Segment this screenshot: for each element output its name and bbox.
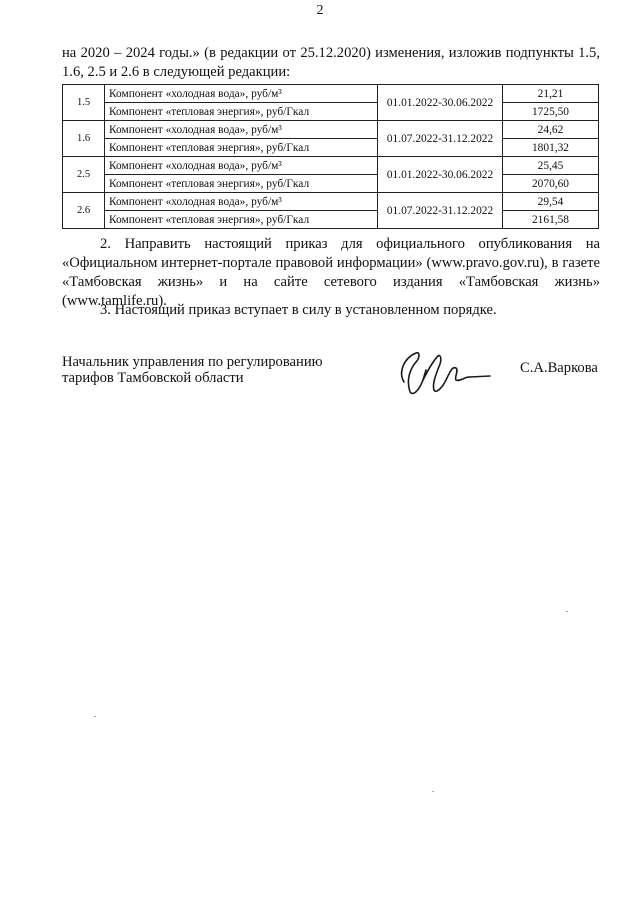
tariff-value: 2070,60 bbox=[503, 175, 599, 193]
scan-speck bbox=[94, 716, 96, 717]
table-row bbox=[63, 121, 599, 139]
signer-name: С.А.Варкова bbox=[520, 360, 598, 376]
tariff-value: 1725,50 bbox=[503, 103, 599, 121]
component-label: Компонент «холодная вода», руб/м³ bbox=[105, 193, 378, 211]
signer-position bbox=[62, 354, 323, 386]
item-number: 1.6 bbox=[63, 121, 105, 157]
intro-text: на 2020 – 2024 годы.» (в редакции от 25.12.2020) изменения, изложив подпункты 1.5, 1.6, 2.5 и 2.6 в следующей редакции: bbox=[62, 45, 600, 80]
period-cell: 01.01.2022-30.06.2022 bbox=[378, 85, 503, 121]
item-number: 2.5 bbox=[63, 157, 105, 193]
table-row bbox=[63, 139, 599, 157]
component-label: Компонент «тепловая энергия», руб/Гкал bbox=[105, 211, 378, 229]
item-number: 2.6 bbox=[63, 193, 105, 229]
component-label: Компонент «холодная вода», руб/м³ bbox=[105, 121, 378, 139]
period-cell: 01.01.2022-30.06.2022 bbox=[378, 157, 503, 193]
signer-position-line: Начальник управления по регулированию bbox=[62, 354, 323, 370]
component-label: Компонент «тепловая энергия», руб/Гкал bbox=[105, 175, 378, 193]
item-number: 1.5 bbox=[63, 85, 105, 121]
period-cell: 01.07.2022-31.12.2022 bbox=[378, 193, 503, 229]
page-number: 2 bbox=[316, 3, 324, 18]
table-row bbox=[63, 175, 599, 193]
table-row bbox=[63, 211, 599, 229]
tariff-value: 29,54 bbox=[503, 193, 599, 211]
tariff-value: 1801,32 bbox=[503, 139, 599, 157]
table-row bbox=[63, 85, 599, 103]
signer-position-line: тарифов Тамбовской области bbox=[62, 370, 244, 386]
paragraph-effective: 3. Настоящий приказ вступает в силу в установленном порядке. bbox=[100, 302, 497, 318]
component-label: Компонент «тепловая энергия», руб/Гкал bbox=[105, 103, 378, 121]
tariff-value: 24,62 bbox=[503, 121, 599, 139]
component-label: Компонент «тепловая энергия», руб/Гкал bbox=[105, 139, 378, 157]
tariff-table bbox=[62, 84, 599, 229]
table-row bbox=[63, 157, 599, 175]
paragraph-publication: 2. Направить настоящий приказ для официального опубликования на «Официальном интернет-портале правовой информации» (www.pravo.gov.ru), в газете «Тамбовская жизнь» и на сайте сетевого издания «Тамбовская жизнь» (www.tamlife.ru). bbox=[62, 236, 600, 309]
table-row bbox=[63, 103, 599, 121]
component-label: Компонент «холодная вода», руб/м³ bbox=[105, 157, 378, 175]
table-row bbox=[63, 193, 599, 211]
component-label: Компонент «холодная вода», руб/м³ bbox=[105, 85, 378, 103]
tariff-value: 21,21 bbox=[503, 85, 599, 103]
scan-speck bbox=[432, 791, 434, 792]
handwritten-signature bbox=[390, 340, 500, 400]
tariff-value: 2161,58 bbox=[503, 211, 599, 229]
tariff-value: 25,45 bbox=[503, 157, 599, 175]
period-cell: 01.07.2022-31.12.2022 bbox=[378, 121, 503, 157]
scan-speck bbox=[566, 611, 568, 612]
